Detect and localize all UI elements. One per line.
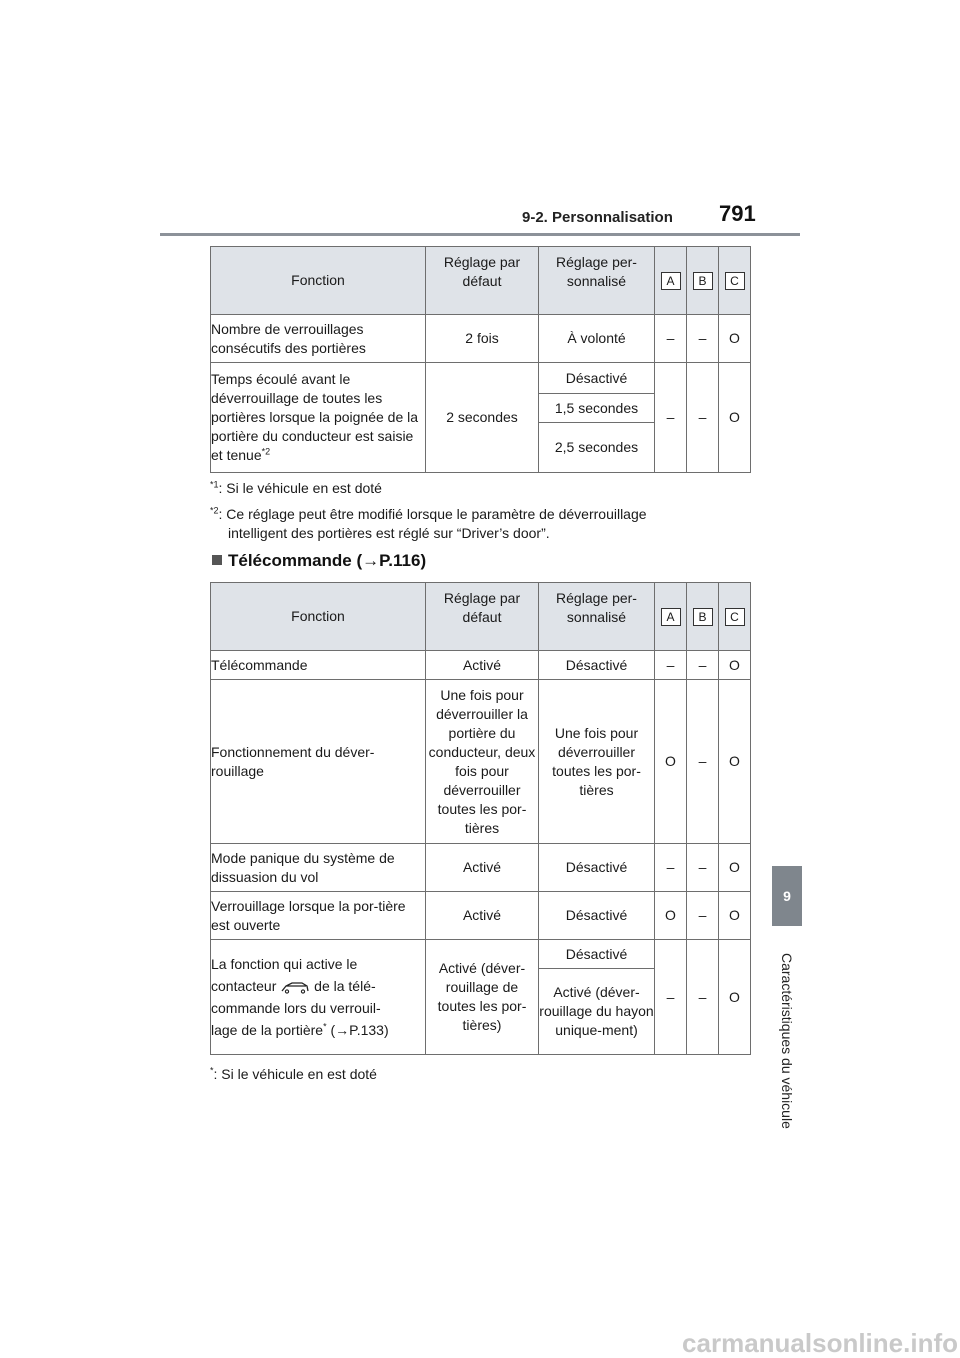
chapter-number: 9 bbox=[783, 888, 791, 904]
header-function: Fonction bbox=[211, 583, 426, 651]
header-custom-text: Réglage per-sonnalisé bbox=[556, 589, 637, 625]
header-default-text: Réglage par défaut bbox=[443, 589, 521, 625]
cell-function: La fonction qui active le contacteur de la télé- commande lors du verrouil- lage de la portière* (→P.133) bbox=[211, 940, 426, 1055]
header-custom-text: Réglage per-sonnalisé bbox=[556, 253, 637, 289]
cell-c: O bbox=[719, 363, 751, 473]
section-title: 9-2. Personnalisation bbox=[522, 209, 673, 226]
header-function: Fonction bbox=[211, 247, 426, 315]
cell-default: Activé (déver-rouillage de toutes les por-tières) bbox=[426, 940, 539, 1055]
cell-custom: Une fois pour déverrouiller toutes les por-tières bbox=[539, 680, 655, 844]
cell-default: Activé bbox=[426, 892, 539, 940]
cell-function: Verrouillage lorsque la por-tière est ouverte bbox=[211, 892, 426, 940]
cell-b: – bbox=[687, 844, 719, 892]
cell-function-post: de la télé- bbox=[314, 978, 376, 994]
footnote-text: : Ce réglage peut être modifié lorsque le paramètre de déverrouillage bbox=[218, 506, 647, 522]
page-ref: P.133) bbox=[349, 1022, 389, 1038]
arrow-right-icon: → bbox=[335, 1022, 350, 1038]
cell-function: Nombre de verrouillages consécutifs des portières bbox=[211, 315, 426, 363]
cell-a: – bbox=[655, 651, 687, 680]
cell-default: Une fois pour déverrouiller la portière du conducteur, deux fois pour déverrouiller toutes les por-tières bbox=[426, 680, 539, 844]
cell-custom: Désactivé bbox=[539, 892, 655, 940]
cell-custom-option: Désactivé bbox=[539, 940, 655, 969]
cell-function: Fonctionnement du déver-rouillage bbox=[211, 680, 426, 844]
cell-function: Télécommande bbox=[211, 651, 426, 680]
page-ref: P.116) bbox=[379, 551, 427, 570]
cell-custom-option: 1,5 secondes bbox=[539, 394, 655, 423]
cell-c: O bbox=[719, 680, 751, 844]
chapter-label-text: Caractéristiques du véhicule bbox=[779, 953, 795, 1129]
cell-function-line4: lage de la portière bbox=[211, 1022, 324, 1038]
header-default-text: Réglage par défaut bbox=[443, 253, 521, 289]
cell-default: 2 fois bbox=[426, 315, 539, 363]
cell-b: – bbox=[687, 892, 719, 940]
page-number: 791 bbox=[719, 201, 756, 226]
footnote-ref: *2 bbox=[261, 446, 271, 457]
cell-custom-option: Activé (déver-rouillage du hayon unique-ment) bbox=[539, 969, 655, 1055]
cell-function-line3: commande lors du verrouil- bbox=[211, 1000, 381, 1016]
cell-b: – bbox=[687, 651, 719, 680]
badge-b: B bbox=[693, 608, 713, 626]
cell-c: O bbox=[719, 940, 751, 1055]
watermark-text: carmanualsonline.info bbox=[682, 1328, 958, 1358]
heading-text: Télécommande ( bbox=[228, 551, 363, 570]
cell-b: – bbox=[687, 680, 719, 844]
cell-default: 2 secondes bbox=[426, 363, 539, 473]
footnote-ref: * bbox=[323, 1021, 327, 1032]
cell-custom: Désactivé bbox=[539, 844, 655, 892]
cell-b: – bbox=[687, 940, 719, 1055]
cell-custom: Désactivé bbox=[539, 651, 655, 680]
cell-c: O bbox=[719, 651, 751, 680]
cell-a: – bbox=[655, 844, 687, 892]
cell-b: – bbox=[687, 363, 719, 473]
footnote-mark: *1 bbox=[210, 479, 219, 490]
footnote-mark: *2 bbox=[210, 505, 219, 516]
badge-b: B bbox=[693, 272, 713, 290]
cell-a: O bbox=[655, 892, 687, 940]
cell-function-text: Temps écoulé avant le déverrouillage de toutes les portières lorsque la poignée de la portière du conducteur est saisie et tenue bbox=[211, 371, 419, 463]
footnote-mark: * bbox=[210, 1065, 214, 1076]
footnote-text: : Si le véhicule en est doté bbox=[218, 480, 382, 496]
cell-c: O bbox=[719, 315, 751, 363]
cell-c: O bbox=[719, 844, 751, 892]
cell-custom-option: Désactivé bbox=[539, 363, 655, 394]
cell-function: Mode panique du système de dissuasion du vol bbox=[211, 844, 426, 892]
cell-c: O bbox=[719, 892, 751, 940]
cell-default: Activé bbox=[426, 844, 539, 892]
badge-c: C bbox=[725, 272, 745, 290]
cell-function-pre: contacteur bbox=[211, 978, 277, 994]
arrow-right-icon: → bbox=[362, 551, 380, 570]
footnote-text: : Si le véhicule en est doté bbox=[213, 1066, 377, 1082]
cell-a: – bbox=[655, 315, 687, 363]
badge-a: A bbox=[661, 608, 681, 626]
cell-b: – bbox=[687, 315, 719, 363]
cell-a: O bbox=[655, 680, 687, 844]
cell-a: – bbox=[655, 940, 687, 1055]
footnote-text-cont: intelligent des portières est réglé sur “Driver’s door”. bbox=[228, 525, 550, 541]
badge-c: C bbox=[725, 608, 745, 626]
badge-a: A bbox=[661, 272, 681, 290]
cell-default: Activé bbox=[426, 651, 539, 680]
cell-function-line1: La fonction qui active le bbox=[211, 956, 358, 972]
cell-a: – bbox=[655, 363, 687, 473]
cell-custom: À volonté bbox=[539, 315, 655, 363]
cell-custom-option: 2,5 secondes bbox=[539, 423, 655, 473]
